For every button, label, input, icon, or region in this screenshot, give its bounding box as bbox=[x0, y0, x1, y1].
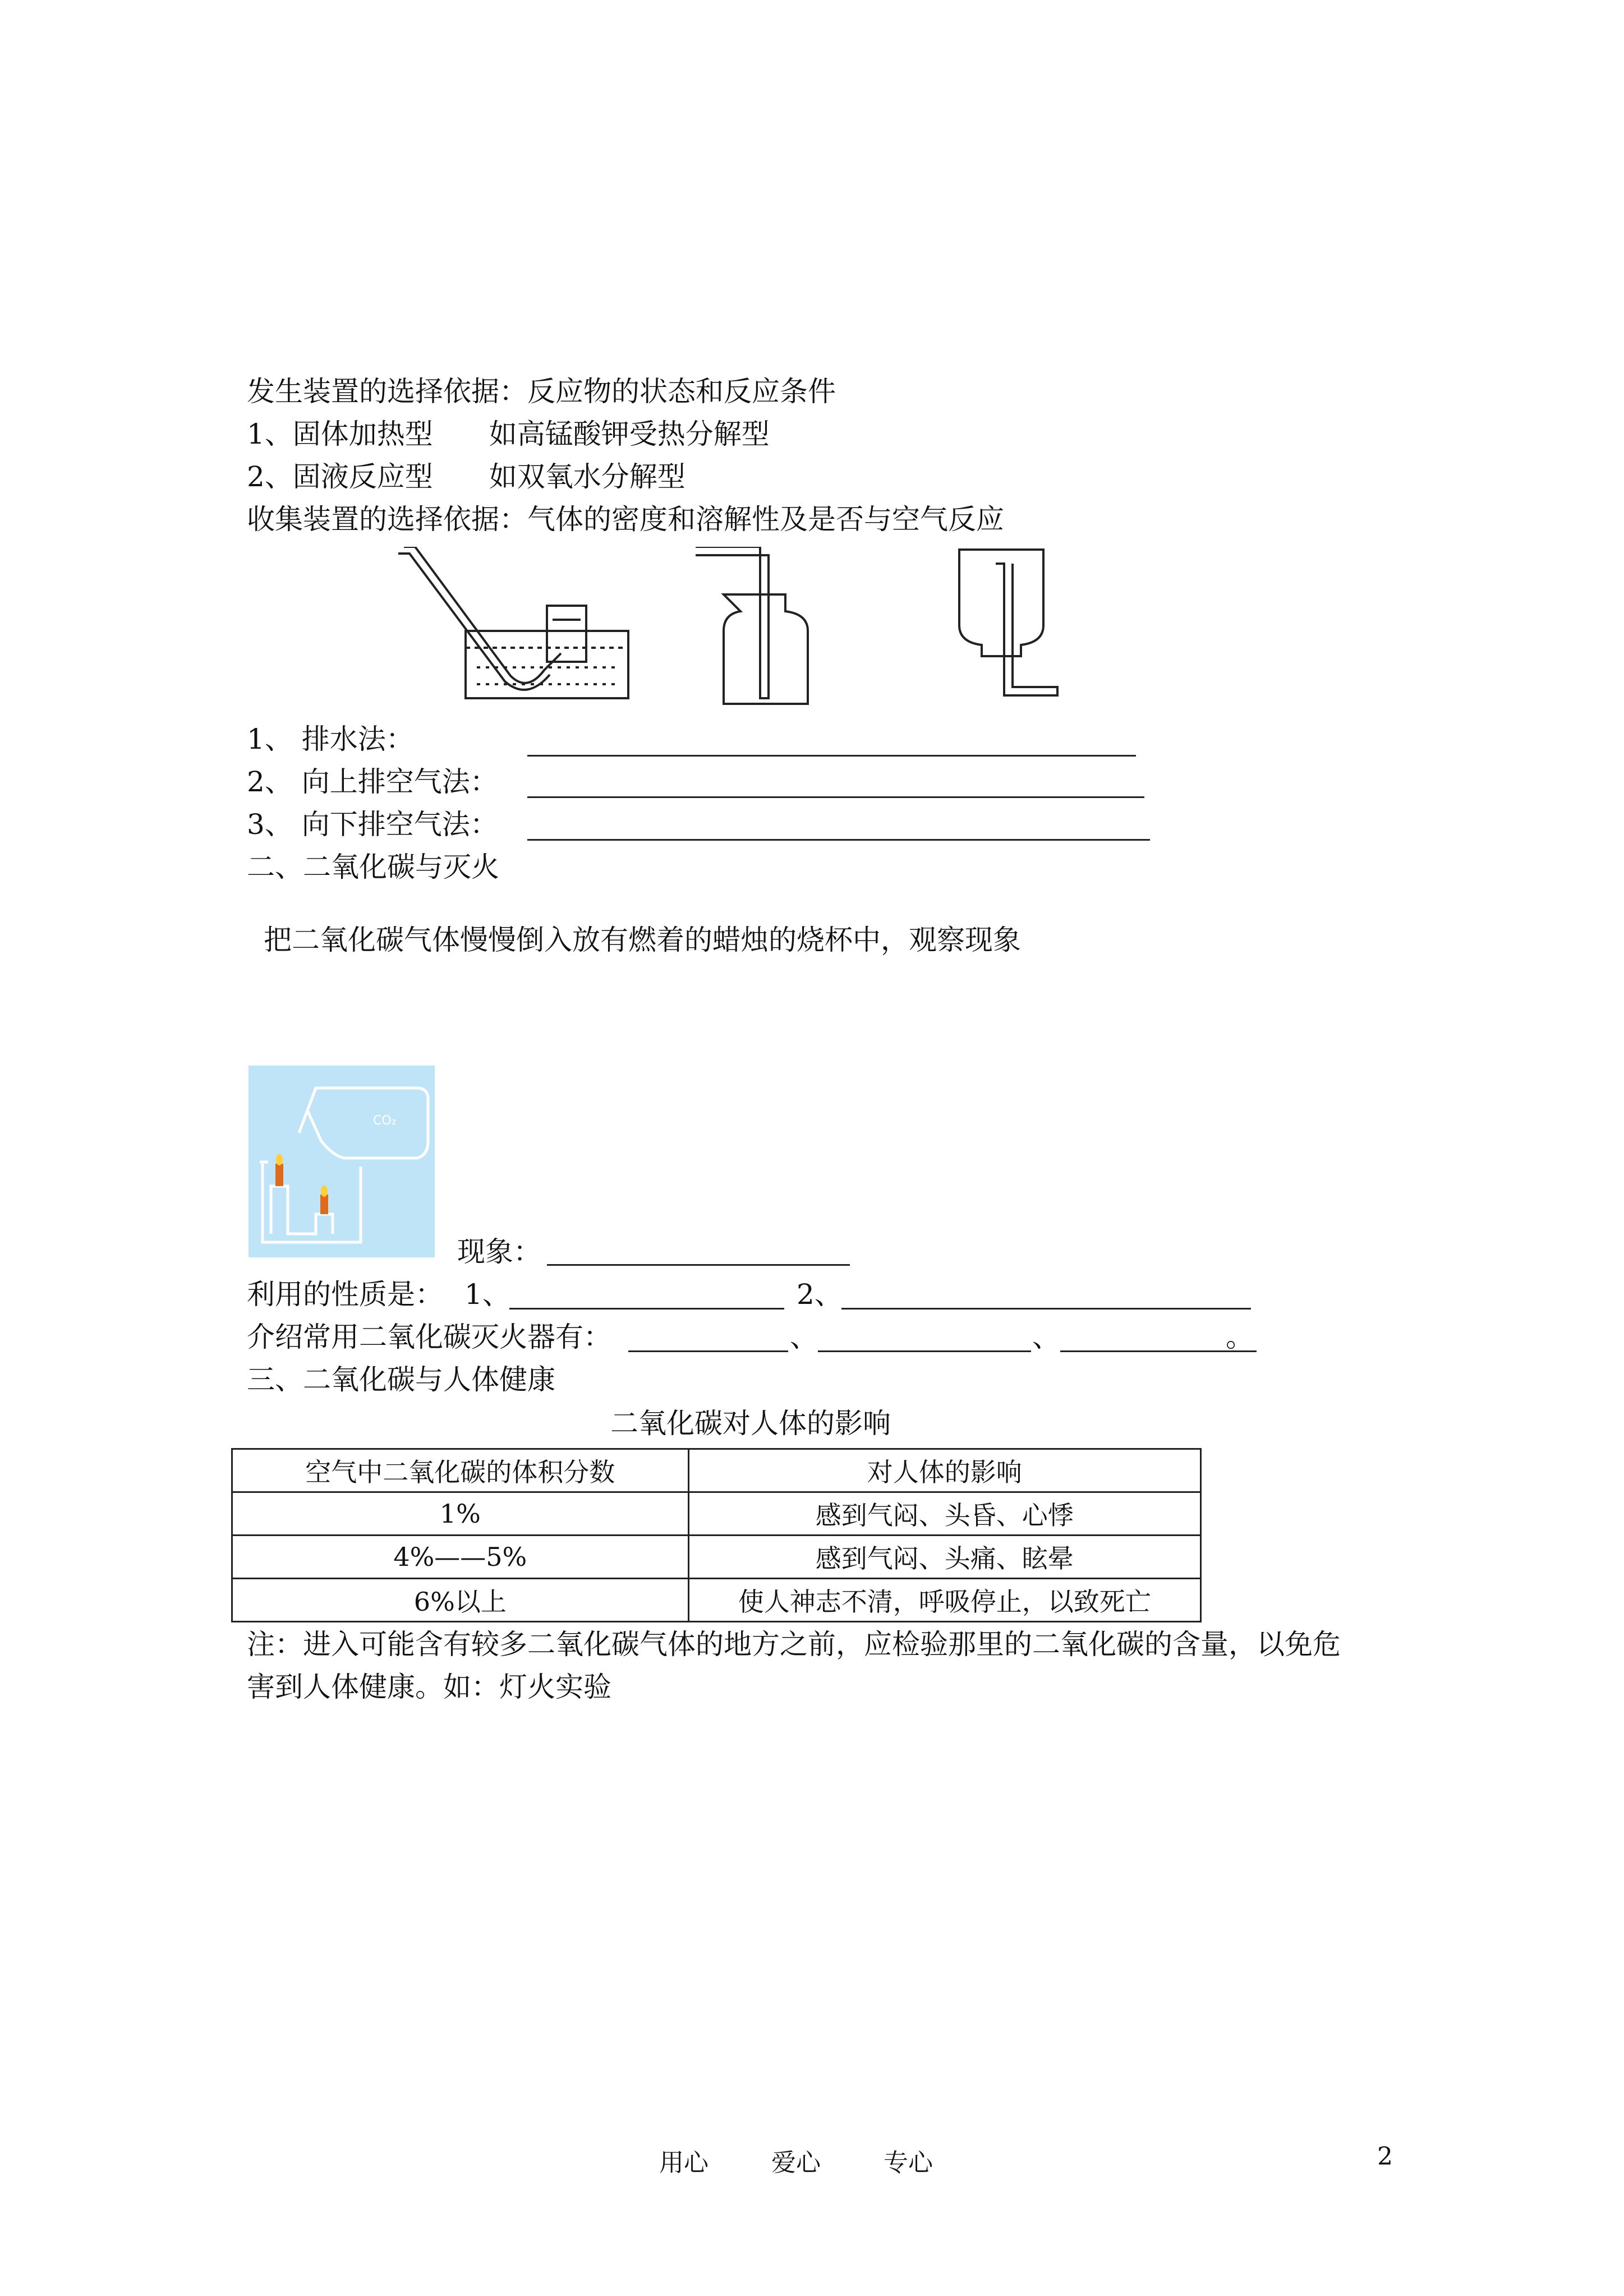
table-row bbox=[232, 1536, 1201, 1579]
collection-apparatus-diagram bbox=[393, 547, 1122, 715]
co2-formula-label: CO₂ bbox=[373, 1114, 397, 1128]
extinguisher-end-mark: 。 bbox=[1226, 1321, 1254, 1353]
extinguisher-label: 介绍常用二氧化碳灭火器有： bbox=[247, 1321, 611, 1353]
effect-cell: 使人神志不清，呼吸停止，以致死亡 bbox=[688, 1579, 1200, 1622]
method-downward-air-blank[interactable] bbox=[527, 811, 1150, 841]
delivery-tube bbox=[404, 547, 561, 683]
table-row bbox=[232, 1492, 1201, 1536]
table-row bbox=[232, 1579, 1201, 1622]
candle-low bbox=[320, 1195, 328, 1214]
phenomenon-blank[interactable] bbox=[547, 1236, 850, 1266]
extinguisher-sep-2: 、 bbox=[1032, 1321, 1060, 1353]
property-2-blank[interactable] bbox=[841, 1280, 1251, 1310]
method-upward-air: 2、 向上排空气法： bbox=[247, 766, 498, 798]
column-header-effect: 对人体的影响 bbox=[688, 1449, 1200, 1492]
extinguisher-sep-1: 、 bbox=[790, 1321, 818, 1353]
fraction-cell: 4%——5% bbox=[232, 1536, 689, 1579]
candle-high bbox=[275, 1164, 283, 1186]
property-1-blank[interactable] bbox=[509, 1280, 784, 1310]
fraction-cell: 1% bbox=[232, 1492, 689, 1536]
bottle-upward bbox=[724, 594, 808, 704]
effect-cell: 感到气闷、头昏、心悸 bbox=[688, 1492, 1200, 1536]
generation-item-1: 1、固体加热型 如高锰酸钾受热分解型 bbox=[247, 418, 770, 450]
footer-motto-1: 用心 bbox=[659, 2149, 709, 2177]
footer-motto-2: 爱心 bbox=[771, 2149, 821, 2177]
extinguisher-blank-2[interactable] bbox=[818, 1322, 1031, 1352]
method-drainage-blank[interactable] bbox=[527, 727, 1136, 757]
co2-candle-experiment-image bbox=[249, 1066, 435, 1257]
collecting-bottle bbox=[547, 606, 586, 662]
property-1-label: 1、 bbox=[464, 1278, 510, 1311]
page-number: 2 bbox=[1377, 2142, 1393, 2171]
note-line-2: 害到人体健康。如：灯火实验 bbox=[247, 1671, 611, 1703]
method-downward-air: 3、 向下排空气法： bbox=[247, 808, 498, 841]
experiment-instruction: 把二氧化碳气体慢慢倒入放有燃着的蜡烛的烧杯中，观察现象 bbox=[264, 924, 1021, 956]
generation-basis: 发生装置的选择依据：反应物的状态和反应条件 bbox=[247, 375, 836, 408]
co2-effects-table bbox=[231, 1448, 1202, 1622]
generation-item-2: 2、固液反应型 如双氧水分解型 bbox=[247, 460, 686, 493]
fraction-cell: 6%以上 bbox=[232, 1579, 689, 1622]
section-2-heading: 二、二氧化碳与灭火 bbox=[247, 851, 499, 883]
note-line-1: 注：进入可能含有较多二氧化碳气体的地方之前，应检验那里的二氧化碳的含量，以免危 bbox=[247, 1628, 1341, 1661]
property-2-label: 2、 bbox=[797, 1278, 843, 1311]
method-drainage: 1、 排水法： bbox=[247, 723, 414, 755]
phenomenon-label: 现象： bbox=[457, 1235, 541, 1268]
bottle-downward bbox=[959, 550, 1043, 656]
effect-cell: 感到气闷、头痛、眩晕 bbox=[688, 1536, 1200, 1579]
section-3-heading: 三、二氧化碳与人体健康 bbox=[247, 1363, 555, 1396]
extinguisher-blank-1[interactable] bbox=[628, 1322, 788, 1352]
collection-basis: 收集装置的选择依据：气体的密度和溶解性及是否与空气反应 bbox=[247, 503, 1004, 536]
method-upward-air-blank[interactable] bbox=[527, 768, 1144, 798]
footer-motto-3: 专心 bbox=[884, 2149, 933, 2177]
table-header-row bbox=[232, 1449, 1201, 1492]
column-header-fraction: 空气中二氧化碳的体积分数 bbox=[232, 1449, 689, 1492]
property-label: 利用的性质是： bbox=[247, 1278, 443, 1311]
table-title: 二氧化碳对人体的影响 bbox=[610, 1407, 891, 1440]
